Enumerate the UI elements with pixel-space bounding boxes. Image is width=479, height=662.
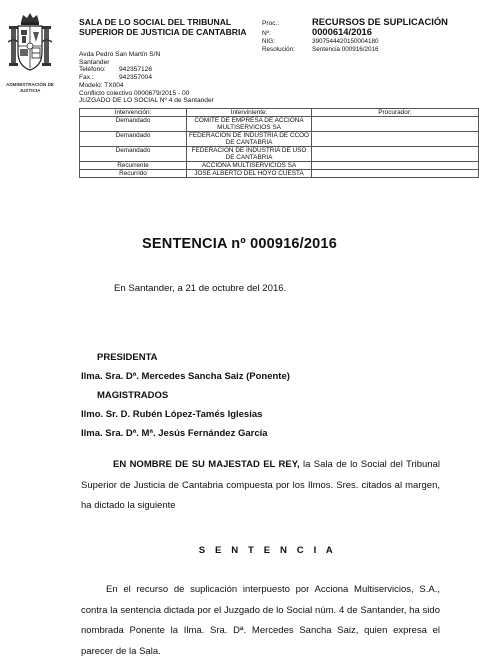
lower-court: JUZGADO DE LO SOCIAL Nº 4 de Santander xyxy=(79,97,214,105)
party-name: FEDERACION DE INDUSTRIA DE CCOO DE CANTABRIA xyxy=(187,132,312,147)
table-header-row xyxy=(80,109,479,117)
resolution-value: Sentencia 000916/2016 xyxy=(312,46,379,53)
nig-row xyxy=(262,38,477,46)
section-heading: S E N T E N C I A xyxy=(198,545,337,556)
party-role: Recurrente xyxy=(80,162,187,170)
table-row xyxy=(80,117,479,132)
procedure-block xyxy=(262,18,477,54)
nig-value: 3907544420150004180 xyxy=(312,38,379,45)
preamble-text: la Sala de lo Social del Tribunal Superior de Justicia de Cantabria compuesta por los Ilmos. Sres. citados al margen, ha dictado la siguiente xyxy=(81,459,440,511)
body-paragraph xyxy=(81,580,440,662)
party-role: Recurrido xyxy=(80,170,187,178)
resolution-label: Resolución: xyxy=(262,46,295,53)
party-name: FEDERACION DE INDUSTRIA DE USO DE CANTABRIA xyxy=(187,147,312,162)
tribunal-composition xyxy=(81,348,461,443)
court-name: SALA DE LO SOCIAL DEL TRIBUNAL SUPERIOR DE JUSTICIA DE CANTABRIA xyxy=(79,17,247,37)
phone-label: Teléfono: xyxy=(79,66,106,74)
party-name: ACCIONA MULTISERVICIOS SA xyxy=(187,162,312,170)
proc-value: RECURSOS DE SUPLICACIÓN xyxy=(312,16,448,27)
party-procurador xyxy=(312,132,479,147)
nig-label: NIG: xyxy=(262,38,275,45)
party-role: Demandado xyxy=(80,132,187,147)
preamble-paragraph xyxy=(81,455,440,517)
column-header-intervencion: Intervención: xyxy=(80,109,187,117)
party-procurador xyxy=(312,170,479,178)
number-value: 0000614/2016 xyxy=(312,26,372,37)
table-row xyxy=(80,147,479,162)
number-row xyxy=(262,28,477,38)
model: Modelo: TX004 xyxy=(79,81,124,89)
fax-row xyxy=(79,74,269,82)
parties-table xyxy=(79,108,479,178)
phone-value: 942357126 xyxy=(119,66,153,74)
magistrados-label: MAGISTRADOS xyxy=(97,390,169,401)
table-row xyxy=(80,170,479,178)
conflict-reference: Conflicto colectivo 0000679/2015 - 00 xyxy=(79,89,190,97)
presidenta-name: Ilma. Sra. Dª. Mercedes Sancha Saiz (Ponente) xyxy=(81,371,290,382)
resolution-row xyxy=(262,46,477,54)
column-header-procurador: Procurador: xyxy=(312,109,479,117)
document-title: SENTENCIA nº 000916/2016 xyxy=(142,236,337,252)
party-role: Demandado xyxy=(80,117,187,132)
party-name: JOSE ALBERTO DEL HOYO CUESTA xyxy=(187,170,312,178)
court-address-block xyxy=(79,51,269,105)
city: Santander xyxy=(79,58,110,66)
column-header-interviniente: Interviniente: xyxy=(187,109,312,117)
fax-label: Fax.: xyxy=(79,74,94,82)
party-procurador xyxy=(312,117,479,132)
party-procurador xyxy=(312,162,479,170)
magistrado-name: Ilma. Sra. Dª. Mª. Jesús Fernández García xyxy=(81,428,268,439)
party-procurador xyxy=(312,147,479,162)
fax-value: 942357004 xyxy=(119,74,153,82)
seal-caption: ADMINISTRACIÓN DE JUSTICIA xyxy=(6,82,54,93)
proc-label: Proc.: xyxy=(262,20,280,27)
table-row xyxy=(80,132,479,147)
table-row xyxy=(80,162,479,170)
address: Avda Pedro San Martín S/N xyxy=(79,51,161,58)
preamble-bold: EN NOMBRE DE SU MAJESTAD EL REY, xyxy=(113,459,300,470)
magistrado-name: Ilmo. Sr. D. Rubén López-Tamés Iglesias xyxy=(81,409,263,420)
body-paragraph-text: En el recurso de suplicación interpuesto por Acciona Multiservicios, S.A., contra la sentencia dictada por el Juzgado de lo Social núm. 4 de Santander, ha sido nombrada Ponente la Ilma. Sra. Dª. Mercedes Sancha Saiz, quien expresa el parecer de la Sala. xyxy=(81,584,440,657)
party-name: COMITE DE EMPRESA DE ACCIONA MULTISERVICIOS SA xyxy=(187,117,312,132)
presidenta-label: PRESIDENTA xyxy=(97,352,158,363)
spanish-coat-of-arms-icon xyxy=(8,12,52,80)
party-role: Demandado xyxy=(80,147,187,162)
phone-row xyxy=(79,66,269,74)
date-line: En Santander, a 21 de octubre del 2016. xyxy=(114,283,287,294)
number-label: Nº: xyxy=(262,30,272,37)
